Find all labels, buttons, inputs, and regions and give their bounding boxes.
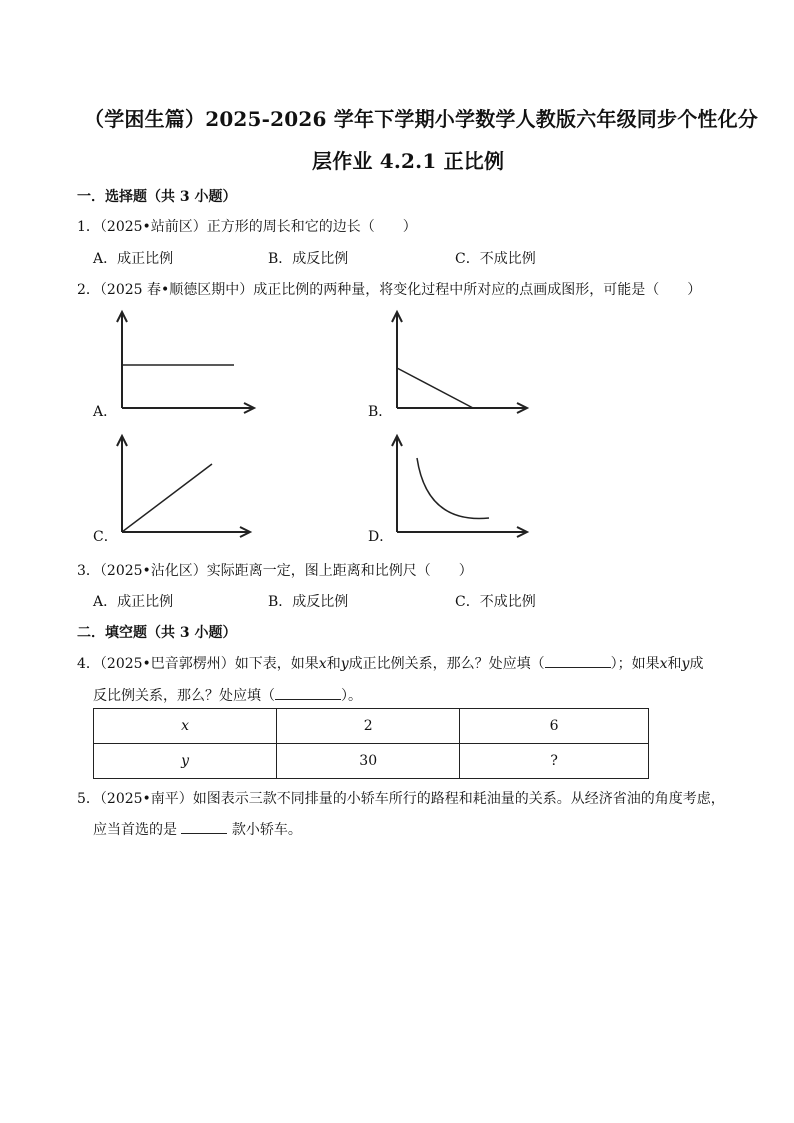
question-2-option-c: C． xyxy=(93,529,118,545)
var-y: y xyxy=(340,656,349,672)
answer-blank-2[interactable] xyxy=(275,699,341,700)
var-x-2: x xyxy=(659,656,668,672)
answer-blank-3[interactable] xyxy=(181,833,227,834)
xy-table xyxy=(93,708,649,779)
graph-b-decreasing-line xyxy=(385,308,535,414)
question-3-option-a: A．成正比例 xyxy=(93,594,174,610)
question-5-line2a: 应当首选的是 xyxy=(93,822,177,838)
question-4-part1: 4．（2025•巴音郭楞州）如下表，如果 xyxy=(77,656,319,672)
table-row xyxy=(94,744,649,779)
question-4-part2: 成正比例关系，那么？处应填（ xyxy=(348,656,545,672)
question-1-option-b: B．成反比例 xyxy=(268,251,349,267)
question-1-text: 1．（2025•站前区）正方形的周长和它的边长（ ） xyxy=(77,219,417,235)
table-cell: 30 xyxy=(277,744,460,779)
section-choice-heading: 一．选择题（共 3 小题） xyxy=(77,189,237,205)
page-title-line1: （学困生篇）2025-2026 学年下学期小学数学人教版六年级同步个性化分 xyxy=(84,107,758,131)
question-4-part3: ）；如果 xyxy=(610,656,660,672)
graph-d-inverse-curve xyxy=(385,432,535,538)
table-cell: 6 xyxy=(460,709,649,744)
question-4-line2b: ）。 xyxy=(341,688,362,704)
var-y-2: y xyxy=(681,656,690,672)
question-2-option-d: D． xyxy=(368,529,394,545)
table-cell: y xyxy=(94,744,277,779)
question-5-line2 xyxy=(93,819,302,839)
page-title-line2: 层作业 4.2.1 正比例 xyxy=(312,149,505,173)
question-4-and-2: 和 xyxy=(667,656,682,672)
table-row xyxy=(94,709,649,744)
question-4-line2a: 反比例关系，那么？处应填（ xyxy=(93,688,275,704)
graph-c-proportional-line xyxy=(110,432,260,538)
question-4-line1 xyxy=(77,653,703,673)
var-x: x xyxy=(318,656,327,672)
question-2-text: 2．（2025 春•顺德区期中）成正比例的两种量，将变化过程中所对应的点画成图形，可能是（ ） xyxy=(77,282,702,298)
table-cell: 2 xyxy=(277,709,460,744)
graph-a-horizontal-line xyxy=(110,308,260,414)
table-cell: ? xyxy=(460,744,649,779)
question-1-option-a: A．成正比例 xyxy=(93,251,174,267)
answer-blank-1[interactable] xyxy=(545,667,611,668)
question-5-line1: 5．（2025•南平）如图表示三款不同排量的小轿车所行的路程和耗油量的关系。从经济省油的角度考虑， xyxy=(77,791,725,807)
question-2-option-a: A． xyxy=(93,404,118,420)
question-4-part4: 成 xyxy=(689,656,704,672)
question-4-and: 和 xyxy=(326,656,341,672)
question-4-line2 xyxy=(93,685,362,705)
question-3-text: 3．（2025•沾化区）实际距离一定，图上距离和比例尺（ ） xyxy=(77,563,473,579)
question-5-line2b: 款小轿车。 xyxy=(231,822,302,838)
question-1-option-c: C．不成比例 xyxy=(455,251,536,267)
section-fill-heading: 二．填空题（共 3 小题） xyxy=(77,625,237,641)
question-3-option-b: B．成反比例 xyxy=(268,594,349,610)
question-2-option-b: B． xyxy=(368,404,393,420)
table-cell: x xyxy=(94,709,277,744)
question-3-option-c: C．不成比例 xyxy=(455,594,536,610)
